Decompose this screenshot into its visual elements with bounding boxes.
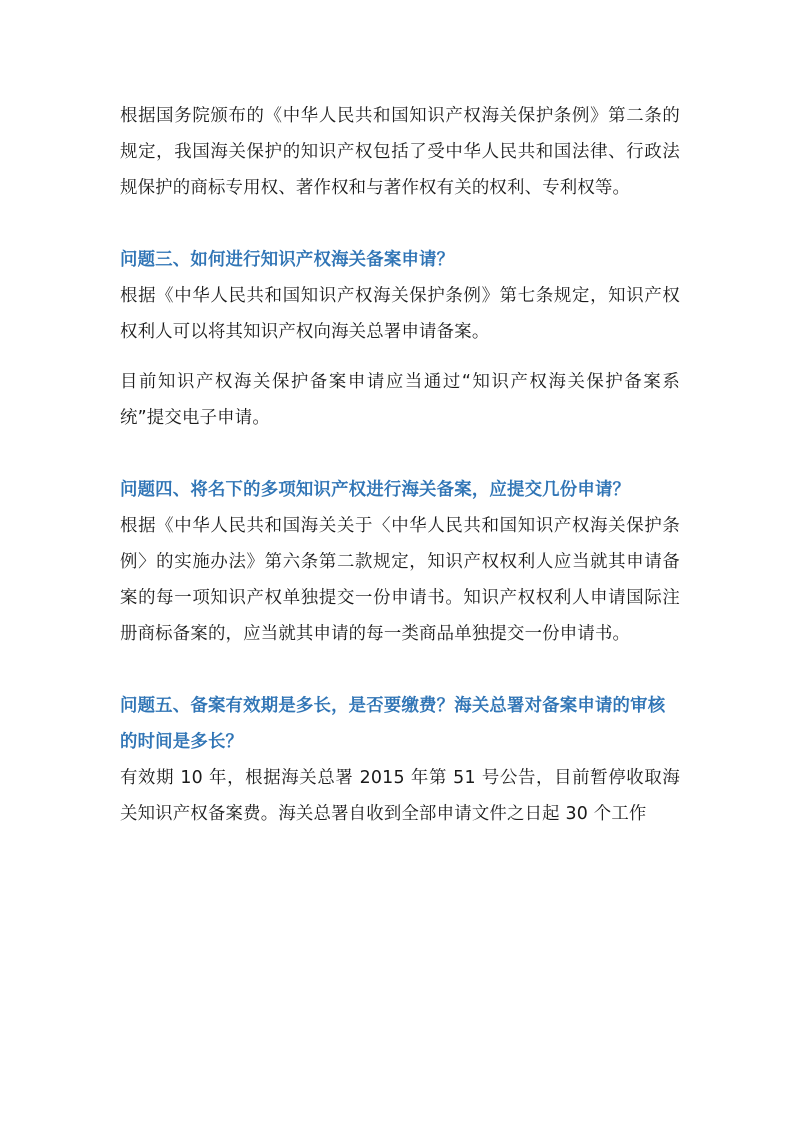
paragraph-filing-system: 目前知识产权海关保护备案申请应当通过“知识产权海关保护备案系统”提交电子申请。 [120,372,680,428]
question-four-heading: 问题四、将名下的多项知识产权进行海关备案，应提交几份申请？ [120,480,631,500]
question-three-heading: 问题三、如何进行知识产权海关备案申请？ [120,250,455,270]
document-page [120,98,680,832]
section-gap [120,652,680,688]
section-gap [120,206,680,242]
paragraph-filing-basis: 根据《中华人民共和国知识产权海关保护条例》第七条规定，知识产权权利人可以将其知识产权向海关总署申请备案。 [120,286,680,342]
paragraph-application-count: 根据《中华人民共和国海关关于〈中华人民共和国知识产权海关保护条例〉的实施办法》第六条第二款规定，知识产权权利人应当就其申请备案的每一项知识产权单独提交一份申请书。知识产权权利人申请国际注册商标备案的，应当就其申请的每一类商品单独提交一份申请书。 [120,516,680,644]
paragraph-scope-of-protection: 根据国务院颁布的《中华人民共和国知识产权海关保护条例》第二条的规定，我国海关保护的知识产权包括了受中华人民共和国法律、行政法规保护的商标专用权、著作权和与著作权有关的权利、专利权等。 [120,106,680,198]
section-gap [120,436,680,472]
paragraph-gap [120,350,680,364]
question-five-heading: 问题五、备案有效期是多长，是否要缴费？海关总署对备案申请的审核的时间是多长？ [120,696,666,752]
paragraph-validity-and-fees: 有效期 10 年，根据海关总署 2015 年第 51 号公告，目前暂停收取海关知识产权备案费。海关总署自收到全部申请文件之日起 30 个工作 [120,768,680,824]
